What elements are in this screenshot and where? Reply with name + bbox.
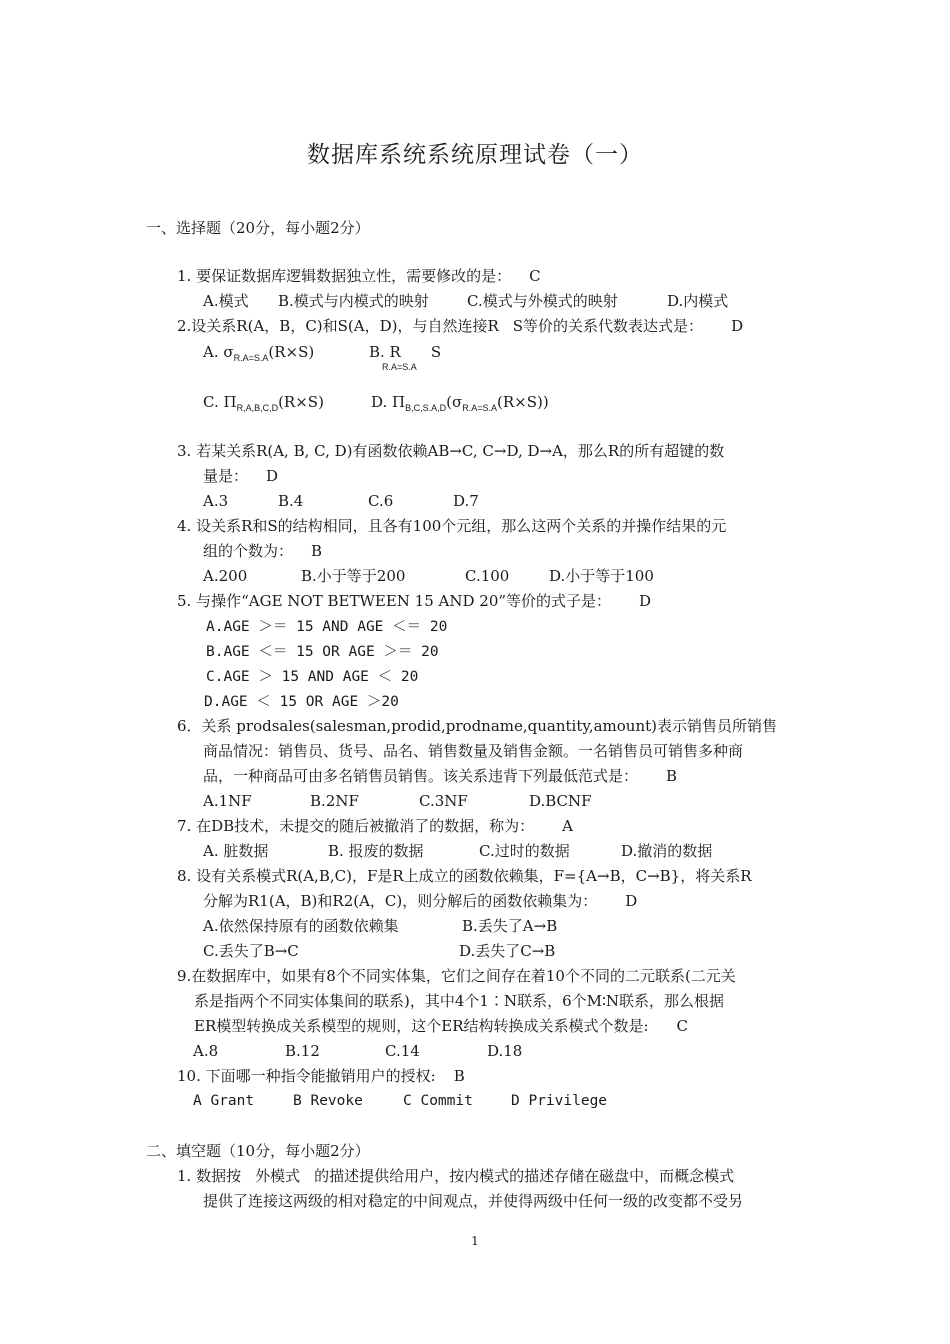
q6-options: A.1NF B.2NF C.3NF D.BCNF <box>203 792 592 810</box>
q8-answer: D <box>625 892 638 910</box>
q3-stem-cont: 量是： D <box>203 467 279 485</box>
q8-options-row2: C.丢失了B→C D.丢失了C→B <box>203 942 556 960</box>
q3-options: A.3 B.4 C.6 D.7 <box>203 492 479 510</box>
q5-stem: 5. 与操作“AGE NOT BETWEEN 15 AND 20”等价的式子是： D <box>177 592 652 610</box>
q2-answer: D <box>731 317 744 335</box>
f1-line2: 提供了连接这两级的相对稳定的中间观点，并使得两级中任何一级的改变都不受另 <box>203 1192 744 1210</box>
q1-answer: C <box>529 267 541 285</box>
q6-stem-cont2: 品，一种商品可由多名销售员销售。该关系违背下列最低范式是： B <box>203 767 678 785</box>
q6-stem: 6．关系 prodsales(salesman,prodid,prodname,quantity,amount)表示销售员所销售 <box>177 717 778 735</box>
q5-option-a: A.AGE ＞＝ 15 AND AGE ＜＝ 20 <box>206 619 448 635</box>
q10-stem: 10. 下面哪一种指令能撤销用户的授权: B <box>177 1067 465 1085</box>
q5-option-c: C.AGE ＞ 15 AND AGE ＜ 20 <box>206 669 419 685</box>
section-heading-choice: 一、选择题（20分，每小题2分） <box>146 219 370 237</box>
f1-blank-answer: 外模式 <box>255 1167 301 1185</box>
q7-options: A. 脏数据 B. 报废的数据 C.过时的数据 D.撤消的数据 <box>203 842 713 860</box>
q9-stem-cont: 系是指两个不同实体集间的联系)，其中4个1∶N联系，6个M∶N联系，那么根据 <box>194 992 724 1010</box>
q8-options-row1: A.依然保持原有的函数依赖集 B.丢失了A→B <box>203 917 558 935</box>
section-heading-fill: 二、填空题（10分，每小题2分） <box>146 1142 370 1160</box>
q2-stem: 2.设关系R(A，B，C)和S(A，D)，与自然连接R S等价的关系代数表达式是： D <box>177 317 744 335</box>
q2-option-c: C. $\Pi_{R,A,B,C,D}(R\times S)$ <box>203 393 324 413</box>
f1-line1: 1. 数据按 外模式 的描述提供给用户，按内模式的描述存储在磁盘中，而概念模式 <box>177 1167 735 1185</box>
q4-options: A.200 B.小于等于200 C.100 D.小于等于100 <box>203 567 654 585</box>
q7-stem: 7. 在DB技术，未提交的随后被撤消了的数据，称为： A <box>177 817 573 835</box>
q5-option-d: D.AGE ＜ 15 OR AGE ＞20 <box>204 694 399 710</box>
q10-answer: B <box>453 1067 465 1085</box>
q2-option-b-join-condition: R.A=S.A <box>382 362 417 372</box>
q10-options: A Grant B Revoke C Commit D Privilege <box>193 1093 608 1109</box>
q7-answer: A <box>562 817 573 835</box>
q5-option-b: B.AGE ＜＝ 15 OR AGE ＞＝ 20 <box>206 644 439 660</box>
page-number: 1 <box>471 1234 479 1248</box>
q1-stem: 1. 要保证数据库逻辑数据独立性，需要修改的是： C <box>177 267 541 285</box>
q5-answer: D <box>639 592 652 610</box>
q8-stem-cont: 分解为R1(A，B)和R2(A，C)，则分解后的函数依赖集为： D <box>203 892 638 910</box>
q9-stem-cont2: ER模型转换成关系模型的规则，这个ER结构转换成关系模式个数是: C <box>194 1017 689 1035</box>
q9-stem: 9.在数据库中，如果有8个不同实体集，它们之间存在着10个不同的二元联系(二元关 <box>177 967 736 985</box>
q4-stem-cont: 组的个数为： B <box>203 542 323 560</box>
q9-answer: C <box>676 1017 689 1035</box>
page-title: 数据库系统系统原理试卷（一） <box>307 142 643 168</box>
q4-stem: 4. 设关系R和S的结构相同，且各有100个元组，那么这两个关系的并操作结果的元 <box>177 517 727 535</box>
q3-stem: 3. 若某关系R(A, B, C, D)有函数依赖AB→C, C→D, D→A，那么R的所有超键的数 <box>177 442 725 460</box>
q1-options: A.模式 B.模式与内模式的映射 C.模式与外模式的映射 D.内模式 <box>203 292 729 310</box>
q6-stem-cont: 商品情况：销售员、货号、品名、销售数量及销售金额。一名销售员可销售多种商 <box>203 742 744 760</box>
q2-option-d: D. $\Pi_{B,C,S.A,D}(\sigma_{R.A=S.A}(R\times S))$ <box>371 393 549 413</box>
q4-answer: B <box>311 542 323 560</box>
q9-options: A.8 B.12 C.14 D.18 <box>193 1042 523 1060</box>
q2-option-b: B. R S <box>369 343 442 361</box>
q8-stem: 8. 设有关系模式R(A,B,C)，F是R上成立的函数依赖集，F={A→B，C→B}，将关系R <box>177 867 752 885</box>
q6-answer: B <box>666 767 678 785</box>
q3-answer: D <box>266 467 279 485</box>
q2-option-a: A. $\sigma_{R.A=S.A}(R\times S)$ <box>203 343 315 363</box>
